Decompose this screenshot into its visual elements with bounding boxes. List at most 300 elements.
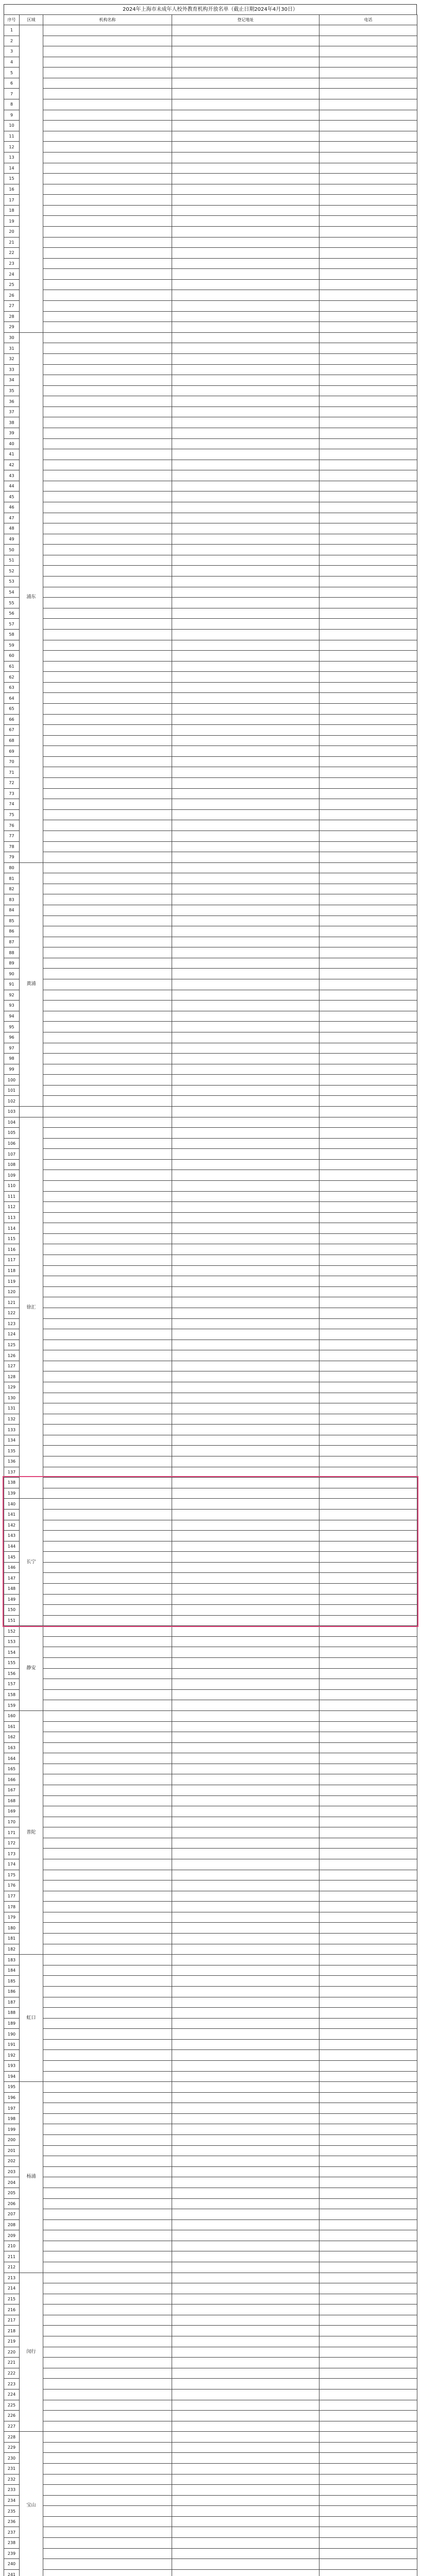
table-row	[4, 2156, 417, 2167]
phone-cell	[319, 2538, 417, 2549]
address-cell	[172, 1552, 319, 1563]
phone-cell	[319, 2474, 417, 2485]
table-row	[4, 672, 417, 683]
row-index: 206	[4, 2198, 20, 2209]
name-cell	[43, 2315, 172, 2326]
name-cell	[43, 121, 172, 131]
row-index: 23	[4, 258, 20, 269]
row-index: 52	[4, 566, 20, 577]
address-cell	[172, 841, 319, 852]
row-index: 14	[4, 163, 20, 174]
address-cell	[172, 343, 319, 354]
phone-cell	[319, 651, 417, 662]
name-cell	[43, 1011, 172, 1022]
name-cell	[43, 577, 172, 587]
address-cell	[172, 884, 319, 894]
address-cell	[172, 2219, 319, 2230]
phone-cell	[319, 269, 417, 280]
name-cell	[43, 2219, 172, 2230]
address-cell	[172, 1689, 319, 1700]
phone-cell	[319, 2262, 417, 2273]
phone-cell	[319, 1022, 417, 1032]
table-row	[4, 2421, 417, 2432]
table-row	[4, 152, 417, 163]
address-cell	[172, 629, 319, 640]
phone-cell	[319, 1827, 417, 1838]
name-cell	[43, 2347, 172, 2358]
row-index: 106	[4, 1138, 20, 1149]
address-cell	[172, 1573, 319, 1584]
name-cell	[43, 2411, 172, 2421]
phone-cell	[319, 258, 417, 269]
row-index: 32	[4, 353, 20, 364]
name-cell	[43, 831, 172, 841]
row-index: 193	[4, 2061, 20, 2072]
name-cell	[43, 1446, 172, 1456]
table-row	[4, 226, 417, 237]
name-cell	[43, 195, 172, 206]
name-cell	[43, 746, 172, 757]
name-cell	[43, 969, 172, 979]
address-cell	[172, 1350, 319, 1361]
phone-cell	[319, 2569, 417, 2576]
name-cell	[43, 1181, 172, 1192]
address-cell	[172, 1340, 319, 1350]
row-index: 34	[4, 375, 20, 386]
phone-cell	[319, 756, 417, 767]
phone-cell	[319, 1329, 417, 1340]
phone-cell	[319, 598, 417, 608]
phone-cell	[319, 1531, 417, 1541]
row-index: 95	[4, 1022, 20, 1032]
address-cell	[172, 248, 319, 259]
table-row	[4, 523, 417, 534]
phone-cell	[319, 396, 417, 407]
table-row	[4, 2400, 417, 2411]
row-index: 138	[4, 1478, 20, 1488]
address-cell	[172, 2251, 319, 2262]
phone-cell	[319, 163, 417, 174]
row-index: 197	[4, 2103, 20, 2114]
table-row	[4, 735, 417, 746]
address-cell	[172, 1531, 319, 1541]
phone-cell	[319, 1170, 417, 1181]
name-cell	[43, 2273, 172, 2283]
address-cell	[172, 460, 319, 470]
table-row	[4, 2113, 417, 2124]
name-cell	[43, 1891, 172, 1902]
phone-cell	[319, 661, 417, 672]
name-cell	[43, 2135, 172, 2146]
table-row	[4, 1001, 417, 1011]
address-cell	[172, 979, 319, 990]
district-cell: 闵行	[20, 2273, 43, 2432]
row-index: 145	[4, 1552, 20, 1563]
phone-cell	[319, 322, 417, 333]
name-cell	[43, 1425, 172, 1435]
name-cell	[43, 1689, 172, 1700]
name-cell	[43, 1827, 172, 1838]
row-index: 182	[4, 1944, 20, 1955]
row-index: 58	[4, 629, 20, 640]
table-row	[4, 1880, 417, 1891]
address-cell	[172, 523, 319, 534]
table-row	[4, 2379, 417, 2389]
phone-cell	[319, 1605, 417, 1616]
name-cell	[43, 1626, 172, 1637]
name-cell	[43, 2485, 172, 2496]
phone-cell	[319, 2050, 417, 2061]
phone-cell	[319, 672, 417, 683]
table-row	[4, 2432, 417, 2443]
name-cell	[43, 2559, 172, 2570]
name-cell	[43, 1032, 172, 1043]
table-row	[4, 1085, 417, 1096]
table-row	[4, 577, 417, 587]
address-cell	[172, 1085, 319, 1096]
row-index: 44	[4, 481, 20, 492]
table-row	[4, 1531, 417, 1541]
table-row	[4, 725, 417, 736]
row-index: 96	[4, 1032, 20, 1043]
row-index: 146	[4, 1562, 20, 1573]
name-cell	[43, 1742, 172, 1753]
name-cell	[43, 2421, 172, 2432]
table-row	[4, 248, 417, 259]
phone-cell	[319, 1912, 417, 1923]
table-row	[4, 89, 417, 99]
phone-cell	[319, 1212, 417, 1223]
row-index: 179	[4, 1912, 20, 1923]
name-cell	[43, 2379, 172, 2389]
row-index: 137	[4, 1467, 20, 1478]
table-row	[4, 1552, 417, 1563]
table-row	[4, 2018, 417, 2029]
table-row	[4, 809, 417, 820]
row-index: 214	[4, 2283, 20, 2294]
address-cell	[172, 1488, 319, 1499]
phone-cell	[319, 2156, 417, 2167]
address-cell	[172, 2453, 319, 2464]
address-cell	[172, 1117, 319, 1128]
table-row	[4, 799, 417, 810]
table-row	[4, 2082, 417, 2093]
row-index: 191	[4, 2039, 20, 2050]
address-cell	[172, 1944, 319, 1955]
name-cell	[43, 947, 172, 958]
phone-cell	[319, 375, 417, 386]
address-cell	[172, 1795, 319, 1806]
phone-cell	[319, 428, 417, 438]
phone-cell	[319, 1149, 417, 1160]
name-cell	[43, 301, 172, 312]
row-index: 2	[4, 36, 20, 46]
table-row	[4, 873, 417, 884]
address-cell	[172, 184, 319, 195]
phone-cell	[319, 481, 417, 492]
row-index: 198	[4, 2113, 20, 2124]
name-cell	[43, 809, 172, 820]
table-row	[4, 990, 417, 1001]
row-index: 30	[4, 332, 20, 343]
address-cell	[172, 131, 319, 142]
row-index: 218	[4, 2326, 20, 2336]
address-cell	[172, 788, 319, 799]
row-index: 177	[4, 1891, 20, 1902]
row-index: 93	[4, 1001, 20, 1011]
phone-cell	[319, 99, 417, 110]
phone-cell	[319, 2113, 417, 2124]
address-cell	[172, 2315, 319, 2326]
address-cell	[172, 2389, 319, 2400]
table-row	[4, 2506, 417, 2517]
phone-cell	[319, 735, 417, 746]
row-index: 97	[4, 1043, 20, 1054]
phone-cell	[319, 2495, 417, 2506]
row-index: 59	[4, 640, 20, 651]
name-cell	[43, 2538, 172, 2549]
row-index: 94	[4, 1011, 20, 1022]
address-cell	[172, 1583, 319, 1594]
table-row	[4, 1244, 417, 1255]
table-row	[4, 2251, 417, 2262]
table-row	[4, 1170, 417, 1181]
table-row	[4, 438, 417, 449]
phone-cell	[319, 767, 417, 778]
table-row	[4, 2008, 417, 2019]
table-row	[4, 534, 417, 545]
name-cell	[43, 470, 172, 481]
row-index: 205	[4, 2188, 20, 2198]
address-cell	[172, 332, 319, 343]
address-cell	[172, 2304, 319, 2315]
row-index: 204	[4, 2177, 20, 2188]
district-cell: 长宁	[20, 1499, 43, 1626]
name-cell	[43, 1774, 172, 1785]
address-cell	[172, 672, 319, 683]
name-cell	[43, 2432, 172, 2443]
row-index: 12	[4, 142, 20, 152]
phone-cell	[319, 1414, 417, 1425]
table-row	[4, 1742, 417, 1753]
phone-cell	[319, 492, 417, 502]
table-row	[4, 1923, 417, 1934]
address-cell	[172, 1001, 319, 1011]
table-row	[4, 1997, 417, 2008]
name-cell	[43, 2262, 172, 2273]
address-cell	[172, 2198, 319, 2209]
row-index: 41	[4, 449, 20, 460]
address-cell	[172, 905, 319, 916]
phone-cell	[319, 470, 417, 481]
row-index: 4	[4, 57, 20, 67]
address-cell	[172, 2156, 319, 2167]
phone-cell	[319, 809, 417, 820]
address-cell	[172, 746, 319, 757]
row-index: 15	[4, 174, 20, 184]
phone-cell	[319, 184, 417, 195]
phone-cell	[319, 2485, 417, 2496]
phone-cell	[319, 364, 417, 375]
row-index: 39	[4, 428, 20, 438]
table-row	[4, 831, 417, 841]
name-cell	[43, 2166, 172, 2177]
name-cell	[43, 1806, 172, 1817]
row-index: 77	[4, 831, 20, 841]
row-index: 48	[4, 523, 20, 534]
name-cell	[43, 1064, 172, 1075]
address-cell	[172, 1170, 319, 1181]
name-cell	[43, 1997, 172, 2008]
row-index: 79	[4, 852, 20, 863]
table-row	[4, 2548, 417, 2559]
name-cell	[43, 566, 172, 577]
row-index: 84	[4, 905, 20, 916]
table-row	[4, 502, 417, 513]
table-row	[4, 1636, 417, 1647]
address-cell	[172, 290, 319, 301]
address-cell	[172, 1255, 319, 1266]
row-index: 80	[4, 862, 20, 873]
table-row	[4, 1159, 417, 1170]
table-row	[4, 1403, 417, 1414]
table-row	[4, 2315, 417, 2326]
row-index: 231	[4, 2463, 20, 2474]
table-row	[4, 1297, 417, 1308]
table-row	[4, 99, 417, 110]
address-cell	[172, 1181, 319, 1192]
row-index: 156	[4, 1668, 20, 1679]
phone-cell	[319, 629, 417, 640]
row-index: 8	[4, 99, 20, 110]
row-index: 129	[4, 1382, 20, 1393]
row-index: 201	[4, 2145, 20, 2156]
row-index: 210	[4, 2241, 20, 2251]
table-row	[4, 2527, 417, 2538]
row-index: 89	[4, 958, 20, 969]
address-cell	[172, 1456, 319, 1467]
row-index: 28	[4, 311, 20, 322]
row-index: 31	[4, 343, 20, 354]
row-index: 102	[4, 1096, 20, 1107]
row-index: 183	[4, 1955, 20, 1965]
address-cell	[172, 598, 319, 608]
name-cell	[43, 1859, 172, 1870]
phone-cell	[319, 1446, 417, 1456]
name-cell	[43, 78, 172, 89]
phone-cell	[319, 2008, 417, 2019]
table-row	[4, 969, 417, 979]
address-cell	[172, 1308, 319, 1318]
name-cell	[43, 2389, 172, 2400]
phone-cell	[319, 704, 417, 715]
table-row	[4, 2304, 417, 2315]
row-index: 207	[4, 2209, 20, 2220]
row-index: 136	[4, 1456, 20, 1467]
table-row	[4, 1181, 417, 1192]
table-row	[4, 979, 417, 990]
table-row	[4, 1286, 417, 1297]
phone-cell	[319, 714, 417, 725]
name-cell	[43, 1870, 172, 1880]
address-cell	[172, 926, 319, 937]
row-index: 36	[4, 396, 20, 407]
table-body	[4, 25, 417, 2576]
table-row	[4, 1255, 417, 1266]
address-cell	[172, 1149, 319, 1160]
phone-cell	[319, 1817, 417, 1827]
table-row	[4, 1986, 417, 1997]
address-cell	[172, 820, 319, 831]
name-cell	[43, 2103, 172, 2114]
address-cell	[172, 2209, 319, 2220]
phone-cell	[319, 1255, 417, 1266]
table-row	[4, 1605, 417, 1616]
phone-cell	[319, 2421, 417, 2432]
header-name: 机构名称	[43, 15, 172, 25]
row-index: 100	[4, 1075, 20, 1086]
row-index: 47	[4, 513, 20, 523]
row-index: 104	[4, 1117, 20, 1128]
name-cell	[43, 1541, 172, 1552]
table-row	[4, 746, 417, 757]
phone-cell	[319, 1478, 417, 1488]
name-cell	[43, 523, 172, 534]
table-row	[4, 1191, 417, 1202]
table-row	[4, 1202, 417, 1213]
address-cell	[172, 1128, 319, 1139]
address-cell	[172, 947, 319, 958]
name-cell	[43, 1393, 172, 1403]
row-index: 215	[4, 2294, 20, 2304]
table-row	[4, 1902, 417, 1912]
address-cell	[172, 1955, 319, 1965]
phone-cell	[319, 67, 417, 78]
table-row	[4, 1615, 417, 1626]
table-row	[4, 651, 417, 662]
row-index: 62	[4, 672, 20, 683]
phone-cell	[319, 2411, 417, 2421]
name-cell	[43, 608, 172, 619]
address-cell	[172, 428, 319, 438]
name-cell	[43, 651, 172, 662]
row-index: 171	[4, 1827, 20, 1838]
row-index: 126	[4, 1350, 20, 1361]
address-cell	[172, 322, 319, 333]
row-index: 18	[4, 205, 20, 216]
name-cell	[43, 2071, 172, 2082]
table-row	[4, 629, 417, 640]
address-cell	[172, 1700, 319, 1711]
table-row	[4, 1700, 417, 1711]
phone-cell	[319, 1223, 417, 1234]
name-cell	[43, 2294, 172, 2304]
row-index: 73	[4, 788, 20, 799]
name-cell	[43, 248, 172, 259]
address-cell	[172, 226, 319, 237]
row-index: 186	[4, 1986, 20, 1997]
document-title: 2024年上海市未成年人校外教育机构开放名单（截止日期2024年4月30日）	[4, 4, 417, 14]
name-cell	[43, 1329, 172, 1340]
row-index: 42	[4, 460, 20, 470]
table-row	[4, 1361, 417, 1371]
phone-cell	[319, 1721, 417, 1732]
name-cell	[43, 1149, 172, 1160]
table-row	[4, 2347, 417, 2358]
table-row	[4, 1689, 417, 1700]
address-cell	[172, 25, 319, 36]
address-cell	[172, 809, 319, 820]
